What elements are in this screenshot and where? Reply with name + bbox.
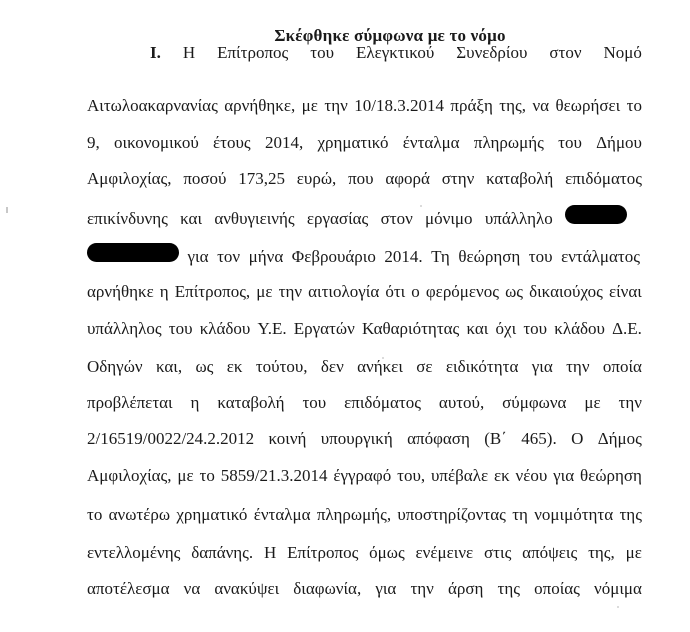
text-line: [87, 579, 642, 599]
word: επιδόματος: [565, 169, 642, 188]
word: ως: [195, 357, 214, 376]
word: ενέμεινε: [415, 543, 474, 562]
word: υπουργική: [320, 429, 393, 448]
word: τη: [512, 505, 528, 524]
word: το: [87, 505, 103, 524]
word: με: [177, 466, 194, 485]
word: εντάλματος: [561, 247, 640, 266]
word: σύμφωνα: [502, 393, 567, 412]
word: αρνήθηκε: [87, 282, 154, 301]
word: μήνα: [248, 247, 284, 266]
word: της,: [588, 543, 615, 562]
word: εκ: [493, 466, 510, 485]
word: 173,25: [238, 169, 286, 188]
section-heading: Σκέφθηκε σύμφωνα με το νόμο: [274, 26, 506, 45]
word: 2/16519/0022/24.2.2012: [87, 429, 255, 448]
word: η: [159, 282, 169, 301]
word: ευρώ,: [296, 169, 337, 188]
word: οποία: [602, 357, 642, 376]
word: 9,: [87, 133, 100, 152]
word: του: [528, 247, 553, 266]
word: Εργατών: [293, 319, 355, 338]
word: 5859/21.3.2014: [220, 466, 328, 485]
word: στην: [441, 169, 475, 188]
word: επιδόματος: [344, 393, 421, 412]
word: οικονομικού: [114, 133, 199, 152]
word: Ο: [571, 429, 584, 448]
word: το: [626, 96, 642, 115]
text-line: [150, 43, 642, 63]
word: τούτου,: [255, 357, 308, 376]
word: του: [302, 393, 327, 412]
word: την: [278, 282, 303, 301]
word: Συνεδρίου: [456, 43, 528, 62]
word: άρση: [447, 579, 484, 598]
word: τον: [217, 247, 241, 266]
word: και: [466, 319, 489, 338]
word: χρηματικό: [317, 133, 389, 152]
word: 465).: [521, 429, 557, 448]
redaction-block: [87, 243, 179, 262]
word: πράξη: [450, 96, 493, 115]
word: της: [619, 505, 642, 524]
word: υπάλληλος: [87, 319, 162, 338]
word: ένταλμα: [402, 133, 460, 152]
word: Αμφιλοχίας,: [87, 169, 172, 188]
word: υπάλληλο: [484, 209, 553, 228]
word: με: [625, 543, 642, 562]
word: οποίας: [534, 579, 580, 598]
word: και: [180, 209, 203, 228]
text-line: [87, 243, 640, 267]
word: διαφωνία,: [293, 579, 362, 598]
word: την: [324, 96, 348, 115]
word: αιτιολογία: [308, 282, 380, 301]
word: νόμιμα: [594, 579, 642, 598]
word: καταβολή: [486, 169, 554, 188]
word: με: [256, 282, 273, 301]
word: Υ.Ε.: [257, 319, 287, 338]
word: να: [183, 579, 201, 598]
word: του: [523, 319, 548, 338]
word: 2014.: [384, 247, 423, 266]
word: στις: [484, 543, 512, 562]
word: δαπάνης.: [191, 543, 254, 562]
word: την: [566, 357, 590, 376]
scan-speck: [617, 606, 619, 608]
word: Καθαριότητας: [361, 319, 460, 338]
word: κλάδου: [554, 319, 605, 338]
word: Η: [264, 543, 277, 562]
text-line: [87, 505, 642, 525]
word: του: [310, 43, 334, 62]
text-line: [87, 169, 642, 189]
word: ανήκει: [357, 357, 403, 376]
word: ο: [411, 282, 420, 301]
word: θεωρήσει: [555, 96, 621, 115]
text-line: [87, 429, 642, 449]
redaction-block: [565, 205, 627, 224]
word: 2014,: [264, 133, 304, 152]
word: του: [168, 319, 193, 338]
text-line: [87, 466, 642, 486]
word: με: [584, 393, 601, 412]
word: ανθυγιεινής: [214, 209, 295, 228]
word: Επίτροπος: [217, 43, 289, 62]
text-line: [87, 319, 642, 339]
word: είναι: [608, 282, 642, 301]
word: στον: [380, 209, 413, 228]
word: ένταλμα: [253, 505, 311, 524]
word: επικίνδυνης: [87, 209, 168, 228]
text-line: [87, 357, 642, 377]
word: Η: [182, 43, 196, 62]
word: προβλέπεται: [87, 393, 173, 412]
word: ανωτέρω: [108, 505, 171, 524]
word: της: [497, 579, 520, 598]
word: δεν: [320, 357, 344, 376]
word: της,: [499, 96, 527, 115]
word: έγγραφό: [333, 466, 392, 485]
word: του,: [397, 466, 426, 485]
word: Φεβρουάριο: [291, 247, 376, 266]
word: Δ.Ε.: [612, 319, 642, 338]
word: Οδηγών: [87, 357, 143, 376]
word: με: [301, 96, 318, 115]
word: εργασίας: [306, 209, 369, 228]
text-line: [87, 133, 642, 153]
word: (Β΄: [484, 429, 507, 448]
word: Νομό: [603, 43, 642, 62]
word: έτους: [213, 133, 251, 152]
word: Τη: [431, 247, 450, 266]
word: του: [558, 133, 582, 152]
word: πληρωμής: [473, 133, 544, 152]
text-line: [87, 543, 642, 563]
word: Επίτροπος: [287, 543, 359, 562]
word: την: [618, 393, 642, 412]
word: ότι: [385, 282, 406, 301]
text-line: [87, 282, 642, 302]
word: απόψεις: [522, 543, 578, 562]
word: που: [348, 169, 374, 188]
word: κλάδου: [199, 319, 251, 338]
word: εκ: [226, 357, 243, 376]
word: η: [190, 393, 200, 412]
word: το: [199, 466, 215, 485]
word: νέου: [515, 466, 548, 485]
word: Ελεγκτικού: [355, 43, 435, 62]
word: για: [531, 357, 553, 376]
word: Αιτωλοακαρνανίας: [87, 96, 218, 115]
word: δικαιούχος: [529, 282, 603, 301]
word: Δήμου: [596, 133, 642, 152]
word: απόφαση: [407, 429, 470, 448]
word: φερόμενος: [425, 282, 499, 301]
word: θεώρηση: [580, 466, 642, 485]
word: στον: [549, 43, 582, 62]
word: και,: [155, 357, 183, 376]
word: για: [553, 466, 575, 485]
word: για: [187, 247, 209, 266]
word: Αμφιλοχίας,: [87, 466, 172, 485]
word: χρηματικό: [176, 505, 248, 524]
word: Επίτροπος,: [174, 282, 251, 301]
word: υποστηρίζοντας: [397, 505, 506, 524]
word: την: [410, 579, 434, 598]
word: νομιμότητα: [534, 505, 614, 524]
word: αρνήθηκε,: [224, 96, 296, 115]
word: ως: [505, 282, 523, 301]
text-line: [87, 205, 627, 229]
word: για: [375, 579, 397, 598]
word: ειδικότητα: [445, 357, 519, 376]
word: εντελλομένης: [87, 543, 181, 562]
word: αφορά: [385, 169, 430, 188]
section-number: I.: [150, 43, 161, 62]
scan-margin-mark: [6, 207, 8, 213]
text-line: [87, 393, 642, 413]
word: όμως: [369, 543, 405, 562]
word: αποτέλεσμα: [87, 579, 170, 598]
word: σε: [416, 357, 433, 376]
word: Δήμος: [597, 429, 642, 448]
word: ανακύψει: [214, 579, 280, 598]
word: υπέβαλε: [431, 466, 489, 485]
word: καταβολή: [217, 393, 285, 412]
word: θεώρηση: [458, 247, 521, 266]
word: πληρωμής,: [316, 505, 392, 524]
word: 10/18.3.2014: [354, 96, 444, 115]
word: αυτού,: [438, 393, 485, 412]
word: να: [532, 96, 550, 115]
word: όχι: [495, 319, 517, 338]
text-line: [87, 96, 642, 116]
word: κοινή: [268, 429, 307, 448]
word: μόνιμο: [425, 209, 473, 228]
word: ποσού: [183, 169, 227, 188]
